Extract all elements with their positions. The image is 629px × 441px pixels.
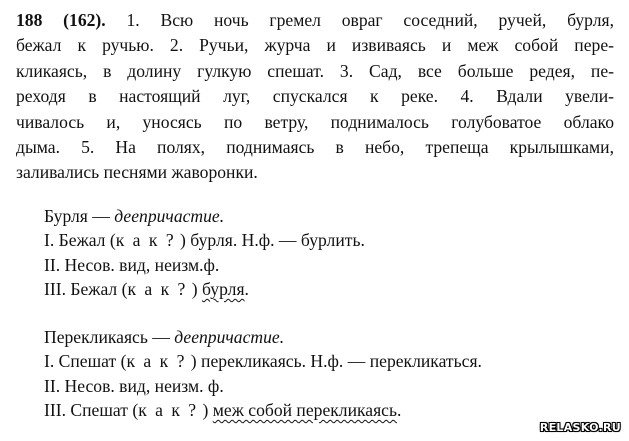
analysis-text: ) бурля. Н.ф. — бурлить. [175, 230, 365, 251]
analysis-text: . [397, 400, 402, 421]
exercise-line: реходя в настоящий луг, спускался к реке. 4. Вдали увели- [16, 86, 614, 107]
question-word: к а к ? [138, 400, 199, 421]
analysis-text: ) перекликаясь. Н.ф. — перекликаться. [186, 351, 482, 372]
analysis-block-pereklikayas [44, 325, 482, 423]
analysis-line-1 [44, 349, 482, 373]
analysis-block-burlya [44, 204, 365, 302]
analysis-text: III. Спешат ( [44, 400, 139, 421]
analysis-text: . [244, 279, 249, 300]
exercise-line: бежал к ручью. 2. Ручьи, журча и извиваясь и меж собой пере- [16, 35, 614, 56]
analysis-text: ) [187, 279, 203, 300]
analysis-line-1 [44, 228, 365, 252]
analysis-line-2: II. Несов. вид, неизм.ф. [44, 254, 220, 275]
analysis-heading [44, 204, 365, 228]
analysis-dash: — [147, 327, 175, 347]
exercise-line: кликаясь, в долину гулкую спешат. 3. Сад, все больше редея, пе- [16, 60, 614, 81]
analysis-text: III. Бежал ( [44, 279, 128, 300]
underlined-adverbial: бурля [202, 279, 245, 300]
exercise-line [16, 8, 614, 33]
analysis-word: Бурля [44, 206, 88, 226]
analysis-dash: — [87, 206, 115, 226]
analysis-text: I. Спешат ( [44, 351, 127, 372]
exercise-line-text: 1. Всю ночь гремел овраг соседний, ручей, бурля, [105, 10, 614, 30]
analysis-text: ) [198, 400, 213, 421]
question-word: к а к ? [126, 351, 187, 372]
exercise-line: чивалось и, уносясь по ветру, поднималось голубоватое облако [16, 111, 614, 132]
exercise-line: дыма. 5. На полях, поднимаясь в небо, трепеща крылышками, [16, 137, 614, 158]
exercise-text [16, 8, 614, 186]
analysis-term: деепричастие. [114, 206, 225, 226]
analysis-word: Перекликаясь [44, 327, 148, 347]
analysis-line-3 [44, 277, 365, 301]
analysis-heading [44, 325, 482, 349]
question-word: к а к ? [127, 279, 188, 300]
exercise-number: 188 (162). [16, 10, 106, 30]
question-word: к а к ? [115, 230, 176, 251]
analysis-text: I. Бежал ( [44, 230, 116, 251]
analysis-term: деепричастие. [174, 327, 285, 347]
exercise-line: заливались песнями жаворонки. [16, 162, 258, 183]
analysis-line-3 [44, 398, 482, 422]
underlined-adverbial: меж собой перекликаясь [212, 400, 398, 421]
analysis-line-2: II. Несов. вид, неизм. ф. [44, 375, 224, 396]
site-watermark: RELASKO.RU [539, 421, 621, 434]
